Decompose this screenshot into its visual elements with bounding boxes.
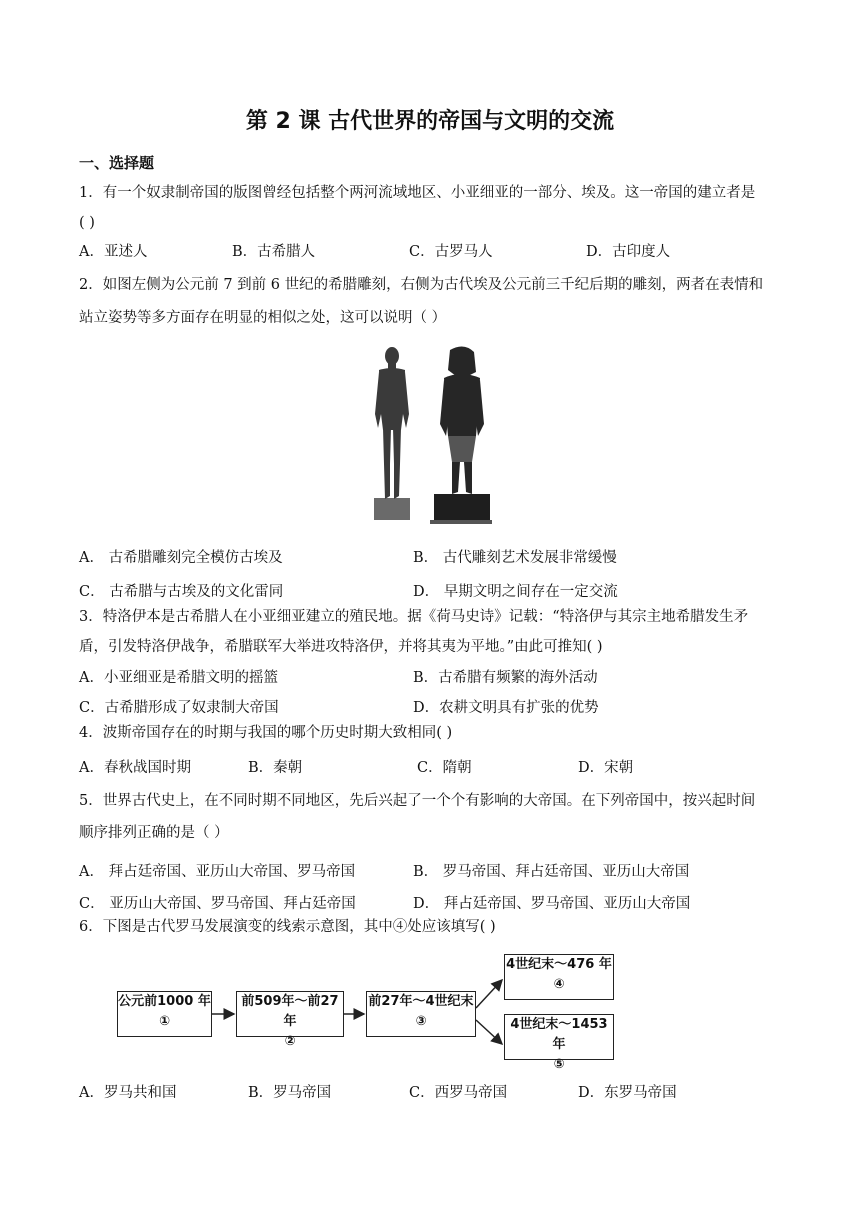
q2-option-a[interactable]: A． 古希腊雕刻完全模仿古埃及 [79, 550, 283, 566]
arrow-3 [476, 980, 502, 1008]
box-2-date: 前509年～前27年 [241, 994, 339, 1029]
q4-option-a[interactable]: A．春秋战国时期 [79, 760, 191, 776]
question-6-text: 6．下图是古代罗马发展演变的线索示意图，其中④处应该填写( ) [79, 919, 496, 935]
box-5-date: 4世纪末～1453年 [510, 1017, 608, 1052]
box-2-number: ② [284, 1034, 296, 1049]
section-heading: 一、选择题 [79, 154, 155, 172]
kouros-statue [375, 347, 409, 499]
question-5-text-cont: 顺序排列正确的是（ ） [79, 825, 229, 841]
question-3-text-cont: 盾，引发特洛伊战争，希腊联军大举进攻特洛伊，并将其夷为平地。”由此可推知( ) [79, 639, 603, 655]
page-title: 第 2 课 古代世界的帝国与文明的交流 [245, 109, 615, 134]
q3-option-c[interactable]: C．古希腊形成了奴隶制大帝国 [79, 700, 279, 716]
arrow-4 [476, 1020, 502, 1044]
box-1-number: ① [158, 1014, 170, 1029]
q2-option-d[interactable]: D． 早期文明之间存在一定交流 [413, 584, 618, 600]
q6-option-d[interactable]: D．东罗马帝国 [578, 1085, 677, 1101]
q4-option-c[interactable]: C．隋朝 [417, 760, 472, 776]
right-statue-base [434, 494, 490, 522]
left-statue-base [374, 498, 410, 520]
q6-option-b[interactable]: B．罗马帝国 [248, 1085, 332, 1101]
q5-option-b[interactable]: B． 罗马帝国、拜占廷帝国、亚历山大帝国 [413, 864, 690, 880]
box-3-number: ③ [415, 1014, 427, 1029]
q6-option-c[interactable]: C．西罗马帝国 [409, 1085, 508, 1101]
question-1-bracket: ( ) [79, 215, 95, 231]
q1-option-c[interactable]: C．古罗马人 [409, 244, 493, 260]
question-5-text: 5．世界古代史上，在不同时期不同地区，先后兴起了一个个有影响的大帝国。在下列帝国中，按兴起时间 [79, 793, 756, 809]
question-3-text: 3．特洛伊本是古希腊人在小亚细亚建立的殖民地。据《荷马史诗》记载：“特洛伊与其宗主地希腊发生矛 [79, 609, 749, 625]
q6-option-a[interactable]: A．罗马共和国 [79, 1085, 177, 1101]
question-1-text: 1．有一个奴隶制帝国的版图曾经包括整个两河流域地区、小亚细亚的一部分、埃及。这一帝国的建立者是 [79, 185, 756, 201]
q3-option-b[interactable]: B．古希腊有频繁的海外活动 [413, 670, 598, 686]
timeline-box-3 [366, 991, 476, 1037]
q3-option-a[interactable]: A．小亚细亚是希腊文明的摇篮 [79, 670, 278, 686]
box-4-number: ④ [553, 977, 565, 992]
box-5-number: ⑤ [553, 1057, 565, 1072]
question-2-text-cont: 站立姿势等多方面存在明显的相似之处，这可以说明（ ） [79, 310, 447, 326]
q5-option-c[interactable]: C． 亚历山大帝国、罗马帝国、拜占廷帝国 [79, 896, 356, 912]
question-4-text: 4．波斯帝国存在的时期与我国的哪个历史时期大致相同( ) [79, 725, 453, 741]
q4-option-d[interactable]: D．宋朝 [578, 760, 634, 776]
box-1-date: 公元前1000 年 [118, 994, 211, 1009]
timeline-box-4 [504, 954, 614, 1000]
q5-option-a[interactable]: A． 拜占廷帝国、亚历山大帝国、罗马帝国 [79, 864, 356, 880]
egyptian-statue [440, 346, 484, 494]
timeline-box-2 [236, 991, 344, 1049]
timeline-box-5 [504, 1014, 614, 1072]
q1-option-b[interactable]: B．古希腊人 [232, 244, 316, 260]
q5-option-d[interactable]: D． 拜占廷帝国、罗马帝国、亚历山大帝国 [413, 896, 691, 912]
q2-option-b[interactable]: B． 古代雕刻艺术发展非常缓慢 [413, 550, 617, 566]
q2-option-c[interactable]: C． 古希腊与古埃及的文化雷同 [79, 584, 284, 600]
q1-option-d[interactable]: D．古印度人 [586, 244, 671, 260]
box-3-date: 前27年～4世纪末 [368, 994, 474, 1009]
box-4-date: 4世纪末～476 年 [506, 957, 612, 972]
statues-image [368, 344, 492, 524]
q1-option-a[interactable]: A．亚述人 [79, 244, 148, 260]
q3-option-d[interactable]: D．农耕文明具有扩张的优势 [413, 700, 599, 716]
timeline-box-1 [117, 991, 212, 1037]
q4-option-b[interactable]: B．秦朝 [248, 760, 303, 776]
question-2-text: 2．如图左侧为公元前 7 到前 6 世纪的希腊雕刻，右侧为古代埃及公元前三千纪后期的雕刻，两者在表情和 [79, 277, 764, 293]
